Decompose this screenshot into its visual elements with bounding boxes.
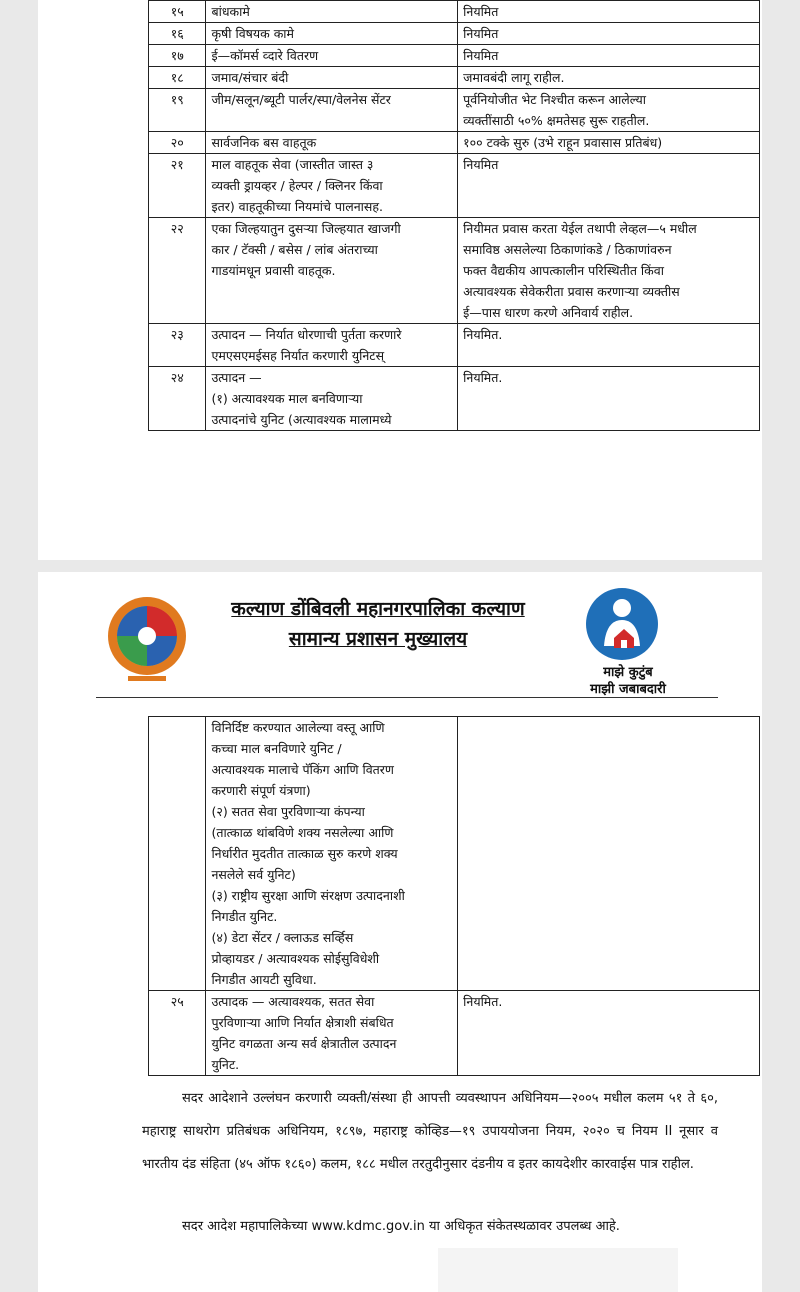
activity-status: [458, 23, 760, 45]
activity-description: [206, 154, 458, 218]
text-line: नियमित: [463, 4, 499, 19]
table-row: [149, 324, 760, 367]
kdmc-emblem-icon: [106, 594, 188, 682]
text-line: अत्यावश्यक मालाचे पॅकिंग आणि वितरण: [211, 762, 394, 777]
text-line: नियमित.: [463, 370, 503, 385]
text-line: कार / टॅक्सी / बसेस / लांब अंतराच्या: [211, 242, 378, 257]
text-line: पुरविणाऱ्या आणि निर्यात क्षेत्राशी संबधित: [211, 1015, 394, 1030]
table-row: [149, 45, 760, 67]
logo-caption-line2: माझी जबाबदारी: [590, 682, 666, 697]
text-line: जीम/सलून/ब्यूटी पार्लर/स्पा/वेलनेस सेंटर: [211, 92, 391, 107]
rules-table-1: [148, 0, 760, 431]
text-line: नियमित.: [463, 994, 503, 1009]
activity-description: [206, 324, 458, 367]
activity-description: [206, 45, 458, 67]
row-number: १९: [149, 89, 206, 132]
activity-status: [458, 367, 760, 431]
text-line: गाडयांमधून प्रवासी वाहतूक.: [211, 263, 336, 278]
activity-status: [458, 132, 760, 154]
text-line: युनिट वगळता अन्य सर्व क्षेत्रातील उत्पादन: [211, 1036, 397, 1051]
rules-table-2: [148, 716, 760, 1076]
text-line: कच्चा माल बनविणारे युनिट /: [211, 741, 342, 756]
footer-website-paragraph: सदर आदेश महापालिकेच्या www.kdmc.gov.in या अधिकृत संकेतस्थळावर उपलब्ध आहे.: [182, 1219, 620, 1234]
table-row: [149, 1, 760, 23]
text-line: सार्वजनिक बस वाहतूक: [211, 135, 317, 150]
table-row: [149, 154, 760, 218]
activity-description: [206, 991, 458, 1076]
next-page-signature-fragment: [438, 1248, 678, 1292]
table-row: [149, 717, 760, 991]
row-number: २३: [149, 324, 206, 367]
activity-status: [458, 717, 760, 991]
table-row: [149, 89, 760, 132]
activity-description: [206, 1, 458, 23]
text-line: उत्पादन —: [211, 370, 262, 385]
text-line: ई—कॉमर्स व्दारे वितरण: [211, 48, 319, 63]
activity-description: [206, 132, 458, 154]
footer-penalty-paragraph: सदर आदेशाने उल्लंघन करणारी व्यक्ती/संस्था ही आपत्ती व्यवस्थापन अधिनियम—२००५ मधील कलम ५१ ते ६०, महाराष्ट्र साथरोग प्रतिबंधक अधिनियम, १८९७, महाराष्ट्र कोव्हिड—१९ उपाययोजना नियम, २०२० च नियम II नूसार व भारतीय दंड संहिता (४५ ऑफ १८६०) कलम, १८८ मधील तरतुदीनुसार दंडनीय व इतर कायदेशीर कारवाईस पात्र राहील.: [142, 1091, 718, 1172]
text-line: प्रोव्हायडर / अत्यावश्यक सोईसुविधेशी: [211, 951, 380, 966]
text-line: (१) अत्यावश्यक माल बनविणाऱ्या: [211, 391, 363, 406]
activity-description: [206, 23, 458, 45]
text-line: १०० टक्के सुरु (उभे राहून प्रवासास प्रतिबंध): [463, 135, 663, 150]
text-line: (४) डेटा सेंटर / क्लाऊड सर्व्हिस: [211, 930, 354, 945]
header-divider: [96, 697, 718, 698]
family-house-icon: [578, 586, 678, 660]
header-title-line1: कल्याण डोंबिवली महानगरपालिका कल्याण: [231, 598, 525, 620]
document-page-1: [38, 0, 762, 560]
text-line: एमएसएमईसह निर्यात करणारी युनिटस्: [211, 348, 385, 363]
text-line: करणारी संपूर्ण यंत्रणा): [211, 783, 311, 798]
activity-status: [458, 45, 760, 67]
row-number: २१: [149, 154, 206, 218]
text-line: एका जिल्हयातुन दुसऱ्या जिल्हयात खाजगी: [211, 221, 401, 236]
majhe-kutumb-logo: [578, 586, 678, 696]
activity-status: [458, 324, 760, 367]
text-line: अत्यावश्यक सेवेकरीता प्रवास करणाऱ्या व्यक्तीस: [463, 284, 680, 299]
row-number: १६: [149, 23, 206, 45]
table-row: [149, 991, 760, 1076]
text-line: व्यक्तींसाठी ५०% क्षमतेसह सुरू राहतील.: [463, 113, 650, 128]
activity-status: [458, 154, 760, 218]
row-number: १५: [149, 1, 206, 23]
table-row: [149, 132, 760, 154]
activity-status: [458, 89, 760, 132]
text-line: निगडीत आयटी सुविधा.: [211, 972, 317, 987]
activity-status: [458, 1, 760, 23]
activity-status: [458, 991, 760, 1076]
activity-description: [206, 367, 458, 431]
logo-caption-line1: माझे कुटुंब: [603, 665, 653, 680]
activity-status: [458, 67, 760, 89]
text-line: नियीमत प्रवास करता येईल तथापी लेव्हल—५ मधील: [463, 221, 697, 236]
text-line: फक्त वैद्यकीय आपत्कालीन परिस्थितीत किंवा: [463, 263, 664, 278]
row-number: २२: [149, 218, 206, 324]
text-line: उत्पादन — निर्यात धोरणाची पुर्तता करणारे: [211, 327, 402, 342]
table-row: [149, 67, 760, 89]
text-line: (३) राष्ट्रीय सुरक्षा आणि संरक्षण उत्पादनाशी: [211, 888, 405, 903]
text-line: कृषी विषयक कामे: [211, 26, 295, 41]
document-page-2: [38, 572, 762, 1292]
text-line: नियमित: [463, 48, 499, 63]
table-row: [149, 367, 760, 431]
text-line: (२) सतत सेवा पुरविणाऱ्या कंपन्या: [211, 804, 365, 819]
text-line: नियमित.: [463, 327, 503, 342]
row-number: १७: [149, 45, 206, 67]
text-line: युनिट.: [211, 1057, 240, 1072]
header-title-line2: सामान्य प्रशासन मुख्यालय: [288, 628, 468, 650]
activity-description: [206, 218, 458, 324]
text-line: समाविष्ठ असलेल्या ठिकाणांकडे / ठिकाणांवरुन: [463, 242, 672, 257]
text-line: (तात्काळ थांबविणे शक्य नसलेल्या आणि: [211, 825, 394, 840]
text-line: निर्धारीत मुदतीत तात्काळ सुरु करणे शक्य: [211, 846, 398, 861]
text-line: व्यक्ती ड्रायव्हर / हेल्पर / क्लिनर किंवा: [211, 178, 383, 193]
text-line: नियमित: [463, 157, 499, 172]
table-row: [149, 218, 760, 324]
activity-description: [206, 717, 458, 991]
row-number: २५: [149, 991, 206, 1076]
text-line: विनिर्दिष्ट करण्यात आलेल्या वस्तू आणि: [211, 720, 385, 735]
text-line: उत्पादनांचे युनिट (अत्यावश्यक मालामध्ये: [211, 412, 392, 427]
row-number: २४: [149, 367, 206, 431]
row-number: १८: [149, 67, 206, 89]
row-number: [149, 717, 206, 991]
text-line: पूर्वनियोजीत भेट निश्चीत करून आलेल्या: [463, 92, 646, 107]
text-line: जमावबंदी लागू राहील.: [463, 70, 565, 85]
table-row: [149, 23, 760, 45]
text-line: बांधकामे: [211, 4, 250, 19]
activity-status: [458, 218, 760, 324]
text-line: नियमित: [463, 26, 499, 41]
text-line: नसलेले सर्व युनिट): [211, 867, 296, 882]
text-line: ई—पास धारण करणे अनिवार्य राहील.: [463, 305, 634, 320]
text-line: जमाव/संचार बंदी: [211, 70, 289, 85]
text-line: निगडीत युनिट.: [211, 909, 278, 924]
activity-description: [206, 67, 458, 89]
text-line: उत्पादक — अत्यावश्यक, सतत सेवा: [211, 994, 375, 1009]
row-number: २०: [149, 132, 206, 154]
text-line: इतर) वाहतूकीच्या नियमांचे पालनासह.: [211, 199, 383, 214]
text-line: माल वाहतूक सेवा (जास्तीत जास्त ३: [211, 157, 374, 172]
activity-description: [206, 89, 458, 132]
